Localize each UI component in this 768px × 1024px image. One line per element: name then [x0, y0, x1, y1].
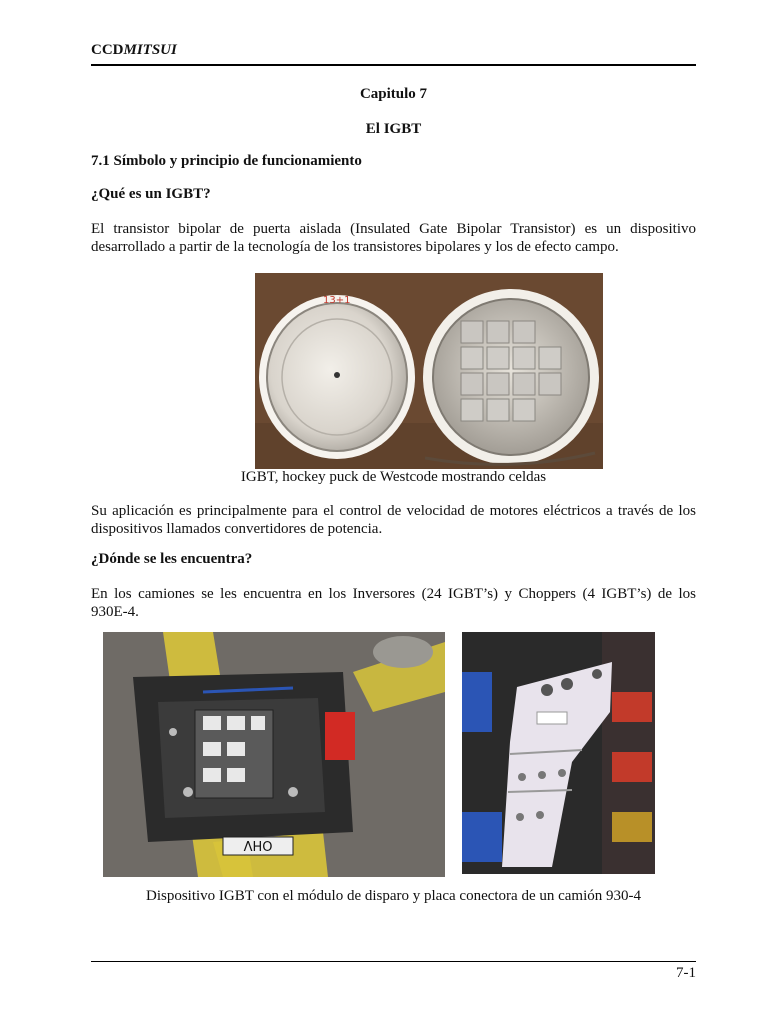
paragraph-3-line-2: 930E-4. [91, 604, 139, 620]
photo1-caption: IGBT, hockey puck de Westcode mostrando celdas [240, 469, 547, 485]
photo2-caption: Dispositivo IGBT con el módulo de disparo y placa conectora de un camión 930-4 [145, 888, 642, 904]
paragraph-2-line-1: Su aplicación es principalmente para el control de velocidad de motores eléctricos a través de los [91, 503, 696, 519]
puck-marking: 13+1 [323, 295, 351, 306]
igbt-hockey-puck-illustration [255, 273, 603, 469]
chapter-label: Capitulo 7 [359, 86, 428, 102]
ohv-label: OHV [243, 837, 273, 852]
header-rule [91, 64, 696, 66]
chapter-title: El IGBT [365, 121, 422, 137]
connector-plate-photo [462, 632, 655, 874]
page-number: 7-1 [676, 965, 696, 981]
header-brand: CCDMITSUI [91, 42, 177, 58]
igbt-module-photo [103, 632, 445, 877]
paragraph-2 [91, 502, 696, 538]
question-heading-1: ¿Qué es un IGBT? [91, 186, 211, 202]
connector-plate-illustration [462, 632, 655, 874]
question-heading-2: ¿Dónde se les encuentra? [91, 551, 253, 567]
paragraph-3 [91, 585, 696, 621]
paragraph-2-line-2: dispositivos llamados convertidores de potencia. [91, 521, 383, 537]
footer-rule [91, 961, 696, 962]
paragraph-1-line-2: desarrollado a partir de la tecnología de los transistores bipolares y los de efecto campo. [91, 239, 619, 255]
paragraph-1 [91, 220, 696, 256]
paragraph-1-line-1: El transistor bipolar de puerta aislada (Insulated Gate Bipolar Transistor) es un dispositivo [91, 221, 696, 237]
igbt-module-illustration [103, 632, 445, 877]
igbt-hockey-puck-photo [255, 273, 603, 469]
section-heading: 7.1 Símbolo y principio de funcionamiento [91, 153, 362, 169]
paragraph-3-line-1: En los camiones se les encuentra en los Inversores (24 IGBT’s) y Choppers (4 IGBT’s) de los [91, 586, 696, 602]
